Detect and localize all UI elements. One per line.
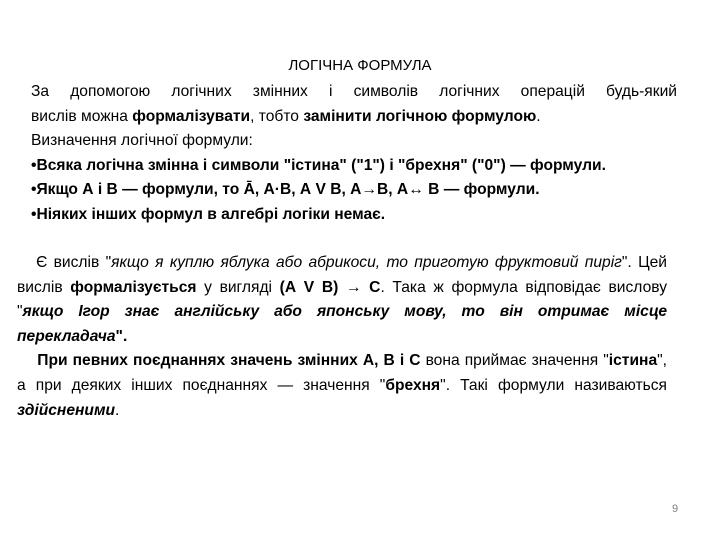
example-block (17, 251, 667, 423)
example-paragraph-2 (17, 349, 667, 423)
intro-text: . (536, 107, 541, 125)
slide-title-text: ЛОГІЧНА ФОРМУЛА (288, 57, 432, 74)
example-text: ". Такі формули називаються (440, 376, 667, 394)
example-bolditalic-statement: якщо Ігор знає англійську або японську мову, то він отримає місце перекладача (17, 303, 667, 345)
example-text: Є вислів " (36, 254, 112, 271)
example-bold-term: При певних поєднаннях значень змінних А, В і С (37, 352, 421, 370)
example-bold-term: формалізується (70, 278, 197, 296)
intro-line-3: Визначення логічної формули: (31, 132, 253, 150)
intro-text: вислів можна (31, 107, 133, 125)
intro-text: , тобто (250, 107, 304, 125)
example-true-word: істина (608, 352, 658, 370)
slide-title (0, 56, 720, 76)
example-text: ", а при деяких інших поєднаннях — значення " (17, 352, 667, 394)
bullet-item: •Всяка логічна змінна і символи "істина" ("1") і "брехня" ("0") — формули. (31, 156, 606, 174)
example-text: у вигляді (196, 278, 280, 296)
example-bolditalic-term: здійсненими (17, 401, 116, 419)
intro-line-1: За допомогою логічних змінних і символів логічних операцій будь-який (31, 83, 677, 100)
example-text: ". Цей вислів (17, 254, 667, 296)
intro-bold-term: формалізувати (132, 107, 251, 125)
intro-bold-term: замінити логічною формулою (303, 107, 537, 125)
definition-block (31, 80, 677, 228)
page-number: 9 (671, 503, 679, 515)
example-false-word: брехня (385, 376, 441, 394)
example-formula: (А V В) → С (279, 278, 381, 296)
example-text: . (115, 401, 120, 419)
intro-line-2 (31, 105, 677, 130)
example-text: ". (115, 327, 128, 345)
bullet-item: •Якщо А і В — формули, то Ā, А·В, А V В, А→В, А↔ В — формули. (31, 181, 540, 199)
example-text: вона приймає значення " (420, 352, 609, 370)
example-text: . Така ж формула відповідає вислову " (17, 278, 667, 321)
example-italic-statement: якщо я куплю яблука або абрикоси, то приготую фруктовий пиріг (111, 254, 622, 271)
example-paragraph-1 (17, 251, 667, 349)
bullet-item: •Ніяких інших формул в алгебрі логіки немає. (31, 205, 386, 223)
